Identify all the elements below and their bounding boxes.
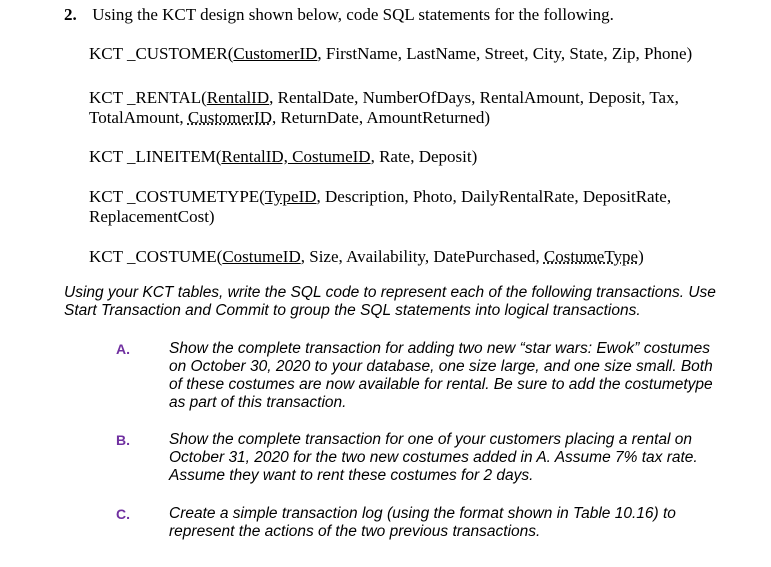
attributes: , Rate, Deposit) [370,147,478,166]
schema-line [89,147,477,167]
item-line: Show the complete transaction for one of your customers placing a rental on [169,431,692,448]
item-c-text [169,505,676,541]
schema-name: KCT _COSTUME( [89,247,223,266]
schema-name: KCT _COSTUMETYPE( [89,187,265,206]
attributes: ) [638,247,644,266]
attributes: , Size, Availability, DatePurchased, [300,247,544,266]
attributes: ReplacementCost) [89,207,215,226]
schema-customer [89,44,692,64]
schema-costumetype [89,187,671,227]
item-line: represent the actions of the two previous transactions. [169,523,541,540]
item-b-text [169,431,698,485]
question-text: Using the KCT design shown below, code SQL statements for the following. [92,5,614,24]
schema-line [89,108,679,128]
schema-line [89,247,644,267]
item-line: October 31, 2020 for the two new costumes added in A. Assume 7% tax rate. [169,449,698,466]
schema-name: KCT _CUSTOMER( [89,44,234,63]
schema-lineitem [89,147,477,167]
primary-key: TypeID [264,187,317,206]
instructions [64,284,716,320]
schema-name: KCT _LINEITEM( [89,147,222,166]
question-number: 2. [64,5,77,24]
item-a-text [169,340,713,412]
primary-key: CustomerID [233,44,318,63]
item-line: Assume they want to rent these costumes for 2 days. [169,467,534,484]
attributes: , ReturnDate, AmountReturned) [271,108,491,127]
schema-rental [89,88,679,128]
question-heading [64,5,614,25]
item-line: as part of this transaction. [169,394,347,411]
attributes: TotalAmount, [89,108,188,127]
schema-line [89,44,692,64]
instruction-line: Using your KCT tables, write the SQL code to represent each of the following transactions. Use [64,284,716,301]
item-letter-a: A. [116,341,130,357]
schema-line [89,207,671,227]
foreign-key: CustomerID [187,108,272,127]
primary-key: CostumeID [222,247,301,266]
attributes: , FirstName, LastName, Street, City, State, Zip, Phone) [317,44,693,63]
schema-line [89,88,679,108]
schema-costume [89,247,644,267]
item-line: Create a simple transaction log (using the format shown in Table 10.16) to [169,505,676,522]
instruction-line: Start Transaction and Commit to group the SQL statements into logical transactions. [64,302,641,319]
primary-key: RentalID, CostumeID [221,147,371,166]
item-line: of these costumes are now available for rental. Be sure to add the costumetype [169,376,713,393]
schema-line [89,187,671,207]
foreign-key: CostumeType [543,247,639,266]
item-line: Show the complete transaction for adding two new “star wars: Ewok” costumes [169,340,711,357]
item-letter-c: C. [116,506,130,522]
item-line: on October 30, 2020 to your database, one size large, and one size small. Both [169,358,713,375]
primary-key: RentalID [206,88,270,107]
attributes: , Description, Photo, DailyRentalRate, DepositRate, [316,187,672,206]
schema-name: KCT _RENTAL( [89,88,207,107]
item-letter-b: B. [116,432,130,448]
attributes: , RentalDate, NumberOfDays, RentalAmount, Deposit, Tax, [269,88,679,107]
